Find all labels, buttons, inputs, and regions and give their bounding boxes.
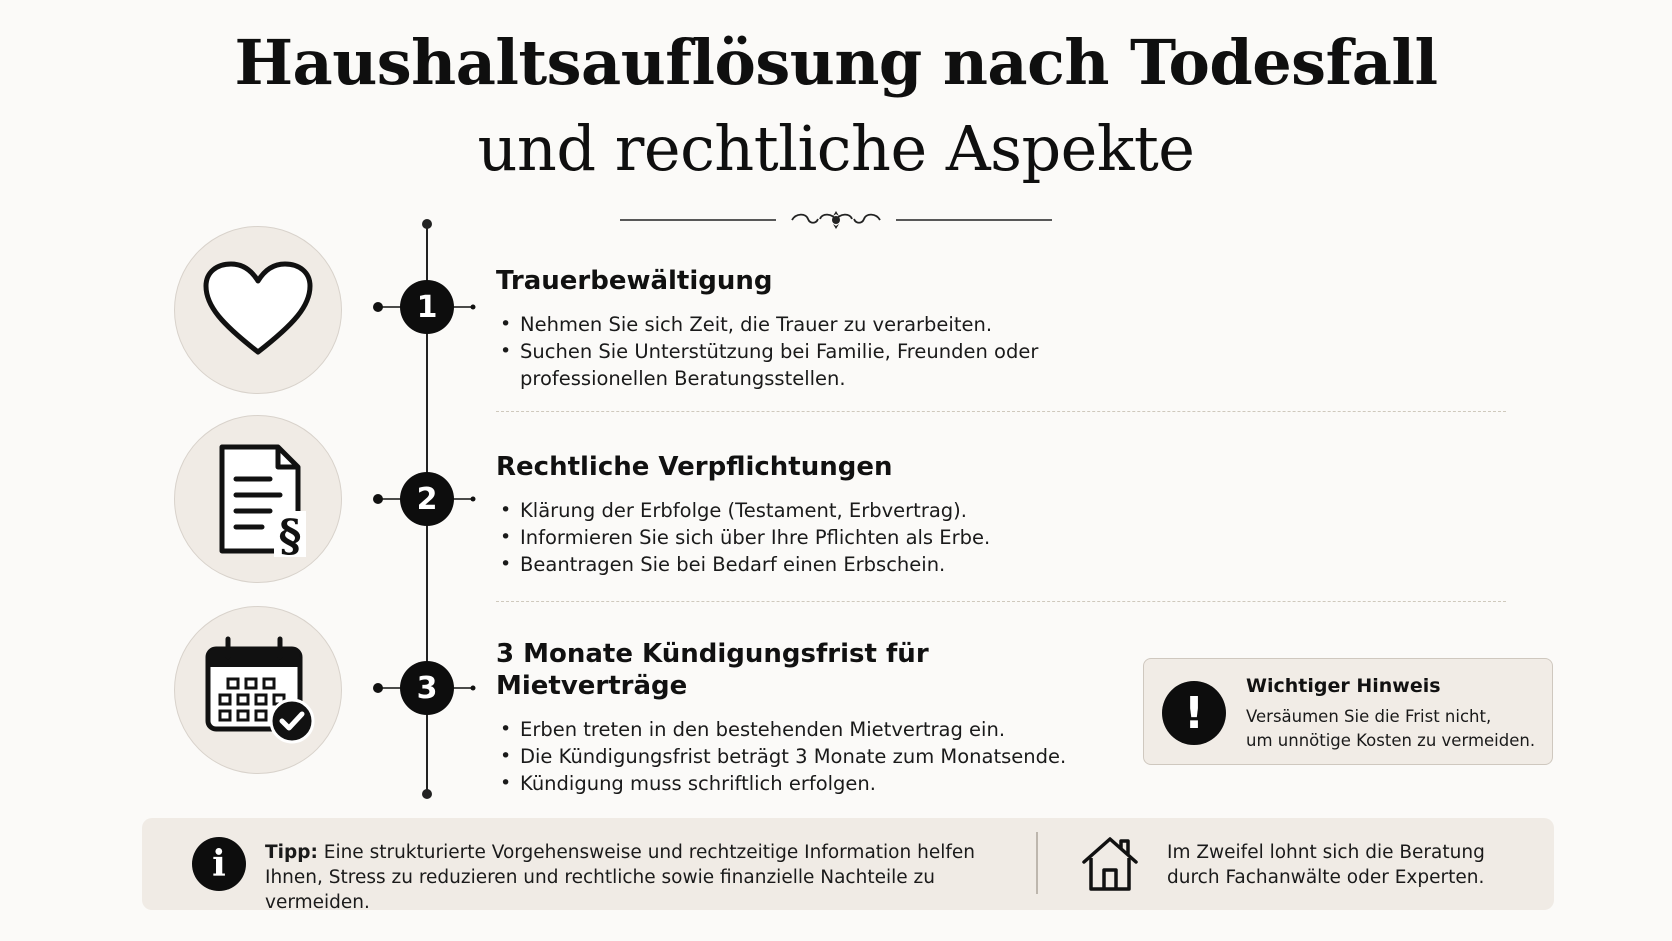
house-icon	[1080, 834, 1140, 894]
tip-label: Tipp:	[265, 842, 318, 863]
ornament-divider	[620, 207, 1052, 233]
exclamation-icon: !	[1162, 681, 1226, 745]
list-item: • Kündigung muss schriftlich erfolgen.	[496, 770, 1116, 797]
tip-divider	[1036, 832, 1038, 894]
step-number-badge: 3	[400, 661, 454, 715]
step-trauerbewaeltigung	[496, 265, 1116, 392]
tip-bar	[142, 818, 1554, 913]
calendar-check-icon	[198, 635, 318, 745]
notice-title: Wichtiger Hinweis	[1246, 675, 1441, 697]
heart-icon-circle	[174, 226, 342, 394]
list-item: • Beantragen Sie bei Bedarf einen Erbschein.	[496, 551, 1116, 578]
step-title: 3 Monate Kündigungsfrist für Mietverträge	[496, 639, 929, 701]
step-number-badge: 2	[400, 472, 454, 526]
page-title	[0, 20, 1672, 192]
document-icon-circle	[174, 415, 342, 583]
tip-text	[265, 840, 1025, 915]
list-item: • Nehmen Sie sich Zeit, die Trauer zu verarbeiten.	[496, 311, 1116, 338]
title-line-1: Haushaltsauflösung nach Todesfall	[234, 26, 1438, 99]
timeline-start-dot	[422, 219, 432, 229]
step-bullet-list	[496, 311, 1116, 392]
step-number-badge: 1	[400, 280, 454, 334]
advice-text	[1167, 840, 1547, 890]
info-icon: i	[192, 837, 246, 891]
advice-text-line-2: durch Fachanwälte oder Experten.	[1167, 867, 1485, 888]
list-item: • Erben treten in den bestehenden Mietvertrag ein.	[496, 716, 1116, 743]
step-title: Rechtliche Verpflichtungen	[496, 452, 893, 482]
important-notice-box	[1143, 658, 1553, 765]
tip-body: Eine strukturierte Vorgehensweise und rechtzeitige Information helfen Ihnen, Stress zu reduzieren und rechtliche sowie finanzielle Nachteile zu vermeiden.	[265, 842, 975, 913]
notice-text-line-2: um unnötige Kosten zu vermeiden.	[1246, 731, 1536, 750]
list-item: • Suchen Sie Unterstützung bei Familie, Freunden oder professionellen Beratungsstellen.	[496, 338, 1050, 392]
step-title: Trauerbewältigung	[496, 266, 773, 296]
title-line-2: und rechtliche Aspekte	[477, 112, 1195, 185]
notice-text	[1246, 705, 1546, 753]
list-item: • Die Kündigungsfrist beträgt 3 Monate zum Monatsende.	[496, 743, 1116, 770]
step-bullet-list	[496, 497, 1116, 578]
calendar-icon-circle	[174, 606, 342, 774]
heart-icon	[202, 260, 314, 360]
notice-text-line-1: Versäumen Sie die Frist nicht,	[1246, 707, 1492, 726]
timeline-end-dot	[422, 789, 432, 799]
section-separator	[496, 411, 1506, 412]
step-bullet-list	[496, 716, 1116, 797]
advice-text-line-1: Im Zweifel lohnt sich die Beratung	[1167, 842, 1485, 863]
legal-document-icon	[208, 439, 308, 559]
step-rechtliche-verpflichtungen	[496, 451, 1116, 578]
step-kuendigungsfrist	[496, 638, 1116, 797]
svg-text:§: §	[278, 511, 302, 559]
list-item: • Informieren Sie sich über Ihre Pflichten als Erbe.	[496, 524, 1116, 551]
section-separator	[496, 601, 1506, 602]
list-item: • Klärung der Erbfolge (Testament, Erbvertrag).	[496, 497, 1116, 524]
